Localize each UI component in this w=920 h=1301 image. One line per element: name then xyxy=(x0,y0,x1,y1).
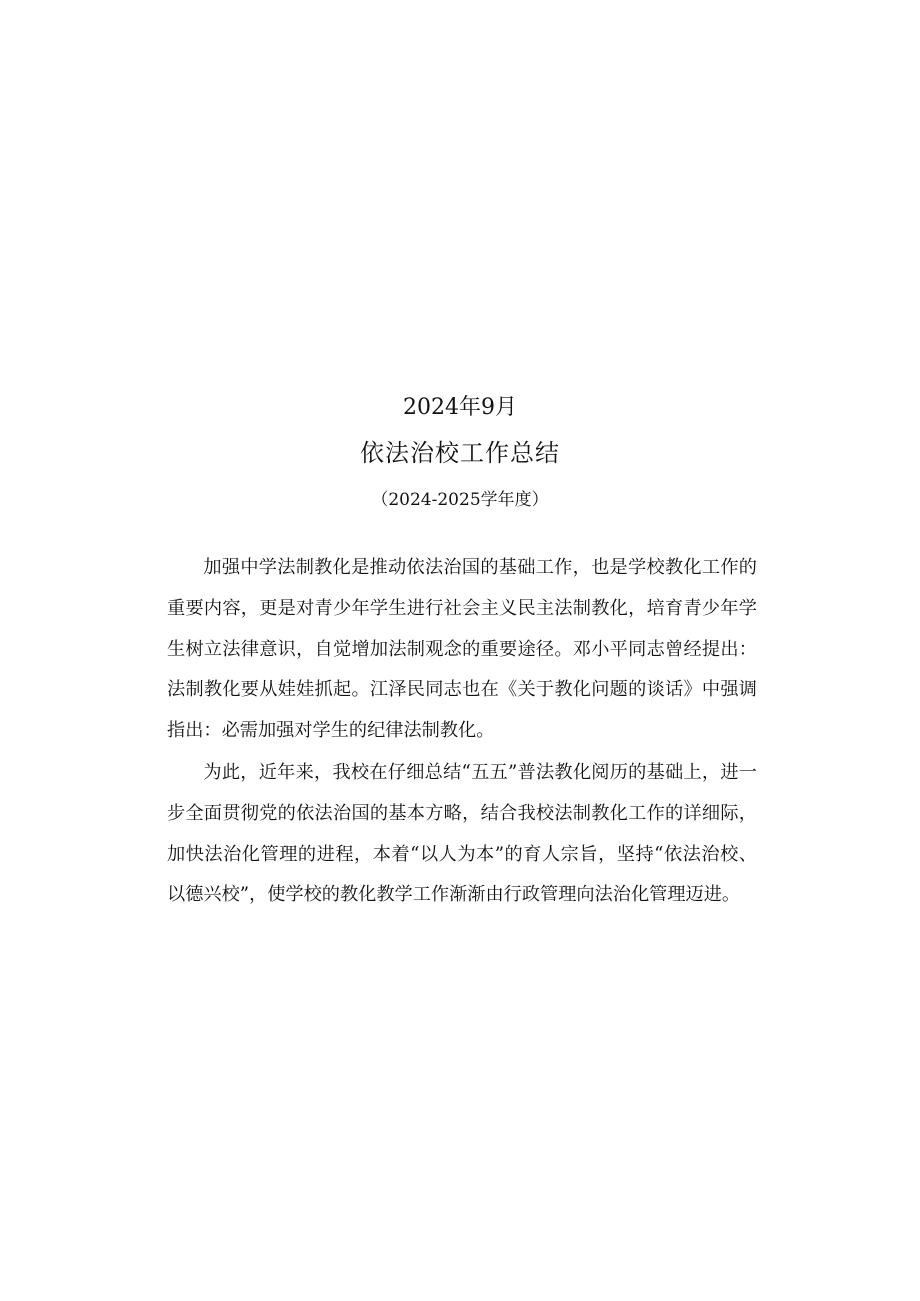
body-paragraph-1: 加强中学法制教化是推动依法治国的基础工作，也是学校教化工作的重要内容，更是对青少年学生进行社会主义民主法制教化，培育青少年学生树立法律意识，自觉增加法制观念的重要途径。邓小平同志曾经提出：法制教化要从娃娃抓起。江泽民同志也在《关于教化问题的谈话》中强调指出：必需加强对学生的纪律法制教化。 xyxy=(167,557,757,742)
body-paragraph-2: 为此，近年来，我校在仔细总结“五五”普法教化阅历的基础上，进一步全面贯彻党的依法治国的基本方略，结合我校法制教化工作的详细际，加快法治化管理的进程，本着“以人为本”的育人宗旨，坚持“依法治校、以德兴校”，使学校的教化教学工作渐渐由行政管理向法治化管理迈进。 xyxy=(167,761,757,906)
document-date: 2024年9月 xyxy=(403,395,517,420)
document-title: 依法治校工作总结 xyxy=(360,439,560,467)
document-subtitle: （2024-2025学年度） xyxy=(371,490,549,510)
document-body xyxy=(167,548,757,916)
